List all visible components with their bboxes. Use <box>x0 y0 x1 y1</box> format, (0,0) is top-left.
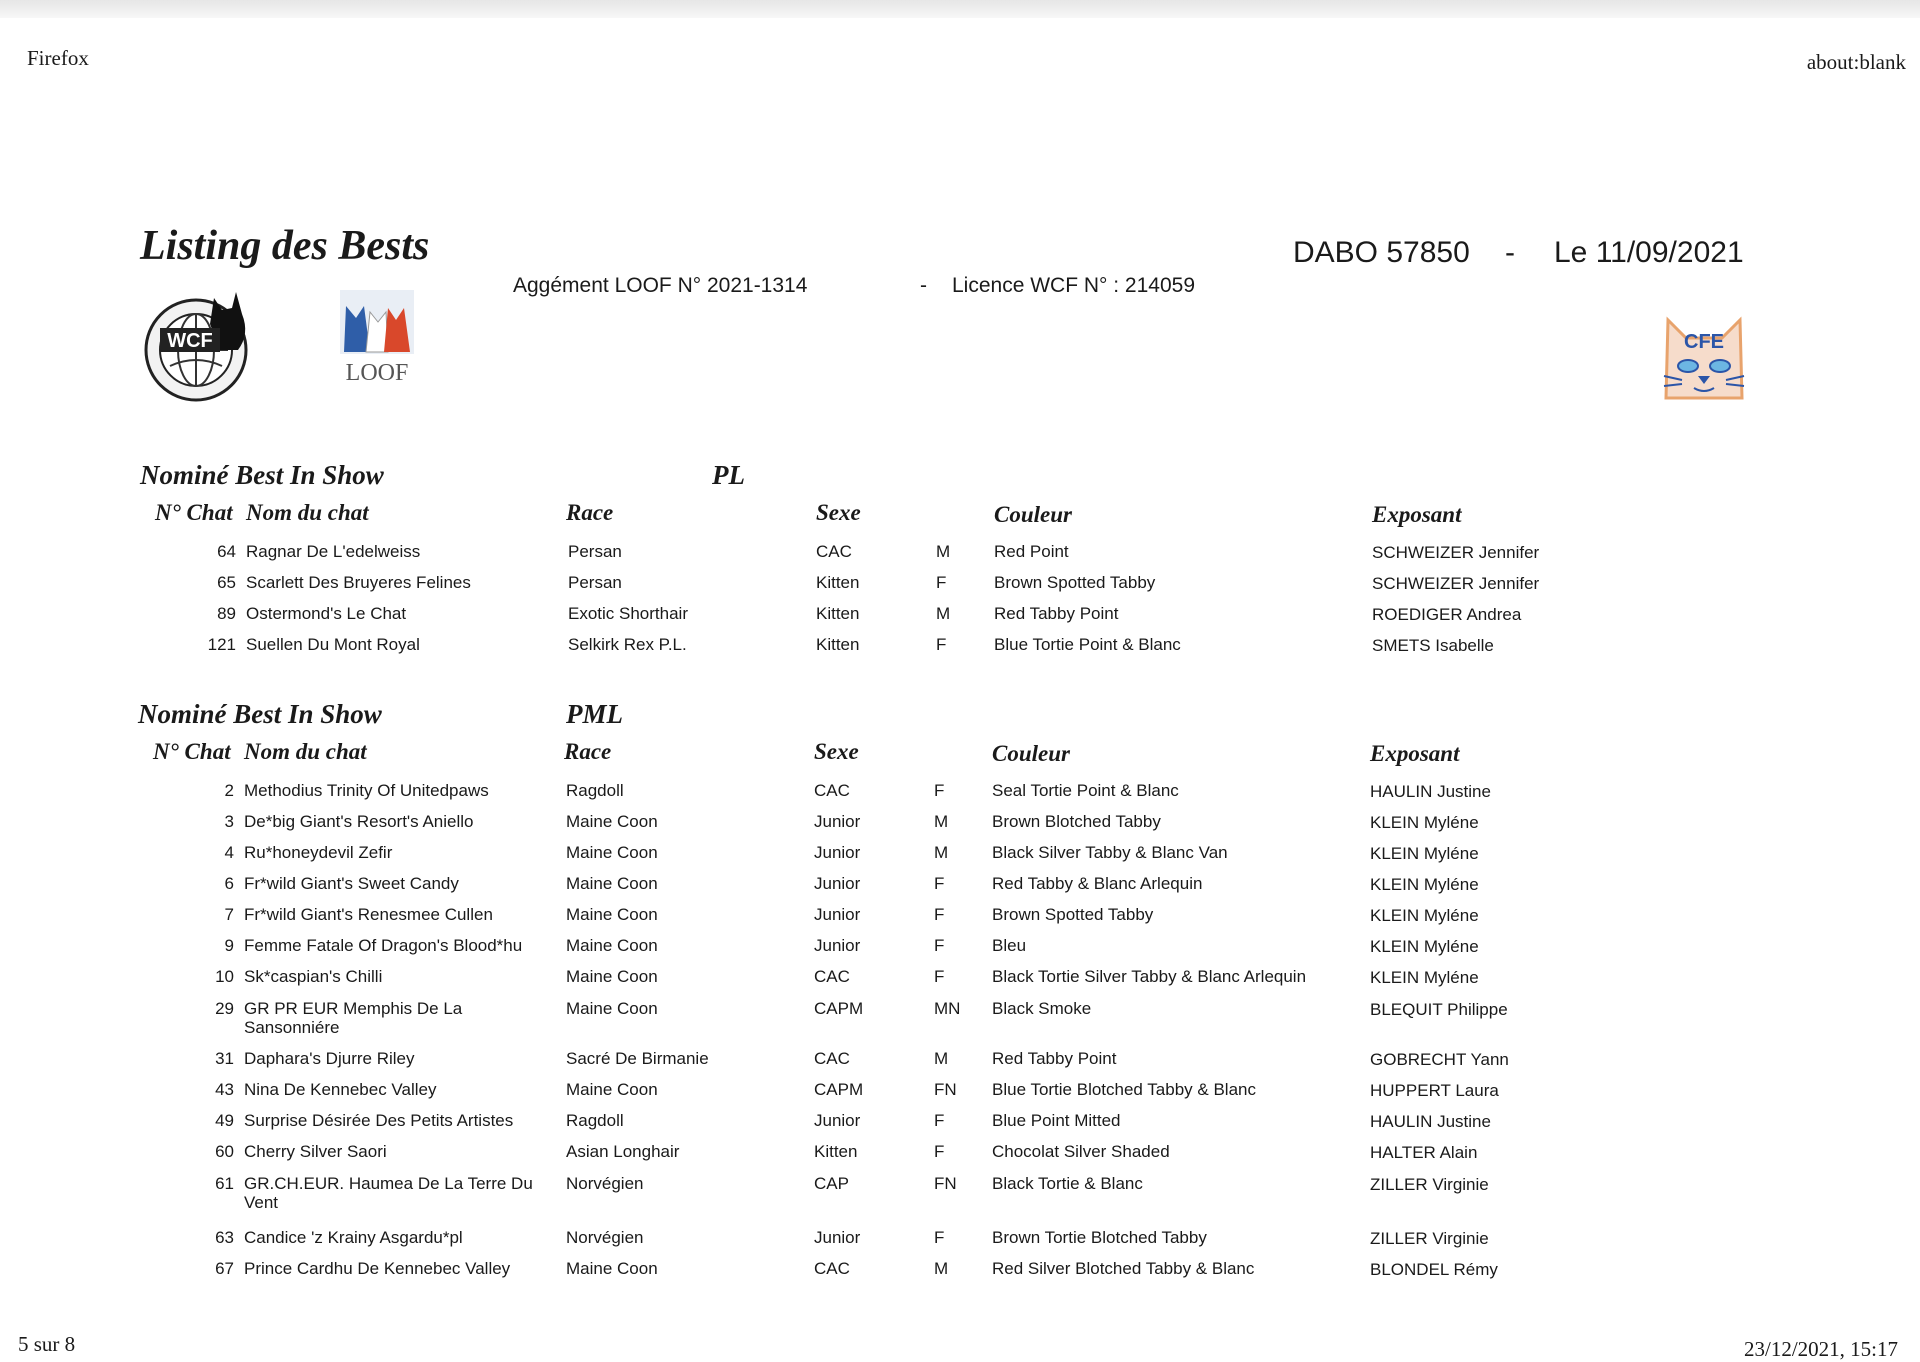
cat-number: 3 <box>224 812 234 831</box>
print-footer-page: 5 sur 8 <box>18 1332 76 1356</box>
cat-name: Ru*honeydevil Zefir <box>244 843 393 862</box>
cat-name: Candice 'z Krainy Asgardu*pl <box>244 1228 463 1247</box>
cat-color: Seal Tortie Point & Blanc <box>992 781 1179 800</box>
cat-name: Femme Fatale Of Dragon's Blood*hu <box>244 936 523 955</box>
cat-number: 64 <box>217 542 236 561</box>
cat-race: Norvégien <box>566 1174 644 1193</box>
cat-color: Brown Spotted Tabby <box>994 573 1156 592</box>
cat-race: Maine Coon <box>566 812 658 831</box>
cat-exhibitor: ZILLER Virginie <box>1370 1175 1489 1194</box>
cat-sex: FN <box>934 1080 957 1099</box>
show-location: DABO 57850 <box>1293 236 1470 269</box>
cat-name: GR.CH.EUR. Haumea De La Terre Du Vent <box>244 1174 533 1212</box>
agrement-text: Aggément LOOF N° 2021-1314 <box>513 274 808 297</box>
cat-exhibitor: HUPPERT Laura <box>1370 1081 1499 1100</box>
cat-color: Brown Spotted Tabby <box>992 905 1154 924</box>
cat-name: Surprise Désirée Des Petits Artistes <box>244 1111 514 1130</box>
cat-number: 2 <box>224 781 234 800</box>
cat-color: Black Tortie Silver Tabby & Blanc Arlequin <box>992 967 1307 986</box>
column-header-name: Nom du chat <box>246 500 369 525</box>
print-header-url: about:blank <box>1806 50 1906 74</box>
document-title: Listing des Bests <box>140 223 430 269</box>
print-footer-timestamp: 23/12/2021, 15:17 <box>1743 1337 1898 1361</box>
cat-name: Suellen Du Mont Royal <box>246 635 420 654</box>
cat-sex: F <box>934 781 945 800</box>
cat-sex: F <box>934 1142 945 1161</box>
cat-exhibitor: ROEDIGER Andrea <box>1372 605 1522 624</box>
cat-number: 63 <box>215 1228 234 1247</box>
cat-sex: M <box>936 542 951 561</box>
header-separator: - <box>920 274 927 297</box>
cat-exhibitor: ZILLER Virginie <box>1370 1229 1489 1248</box>
cat-class: CAC <box>816 542 852 561</box>
cat-color: Blue Point Mitted <box>992 1111 1121 1130</box>
wcf-cat-globe-logo <box>140 284 258 402</box>
cat-sex: F <box>934 967 945 986</box>
cat-class: Junior <box>814 1111 861 1130</box>
cat-race: Maine Coon <box>566 874 658 893</box>
cat-exhibitor: KLEIN Myléne <box>1370 844 1479 863</box>
column-header-race: Race <box>566 500 614 525</box>
cat-race: Exotic Shorthair <box>568 604 688 623</box>
cat-color: Black Tortie & Blanc <box>992 1174 1143 1193</box>
cat-class: Kitten <box>816 573 860 592</box>
cat-class: CAPM <box>814 999 864 1018</box>
cat-color: Red Tabby Point <box>992 1049 1117 1068</box>
cat-color: Brown Blotched Tabby <box>992 812 1161 831</box>
cat-race: Maine Coon <box>566 936 658 955</box>
cat-exhibitor: GOBRECHT Yann <box>1370 1050 1509 1069</box>
cat-name: Scarlett Des Bruyeres Felines <box>246 573 471 592</box>
cat-exhibitor: SCHWEIZER Jennifer <box>1372 574 1540 593</box>
location-date-separator: - <box>1505 236 1515 269</box>
loof-cats-logo <box>336 286 418 396</box>
cat-name: Methodius Trinity Of Unitedpaws <box>244 781 489 800</box>
cat-race: Persan <box>568 573 622 592</box>
cat-class: Kitten <box>816 604 860 623</box>
cat-sex: M <box>934 1049 949 1068</box>
cat-color: Red Tabby & Blanc Arlequin <box>992 874 1203 893</box>
cat-class: Junior <box>814 874 861 893</box>
cat-class: CAC <box>814 967 850 986</box>
column-header-sexe: Sexe <box>816 500 861 525</box>
cat-sex: F <box>936 635 947 654</box>
cat-color: Chocolat Silver Shaded <box>992 1142 1170 1161</box>
cat-sex: F <box>934 1228 945 1247</box>
cat-class: CAC <box>814 1259 850 1278</box>
cat-number: 61 <box>215 1174 234 1193</box>
cat-class: Kitten <box>816 635 860 654</box>
cat-sex: F <box>934 905 945 924</box>
cat-class: CAPM <box>814 1080 864 1099</box>
cat-sex: MN <box>934 999 961 1018</box>
cat-class: Junior <box>814 936 861 955</box>
cat-exhibitor: KLEIN Myléne <box>1370 906 1479 925</box>
cat-color: Blue Tortie Point & Blanc <box>994 635 1181 654</box>
cat-color: Bleu <box>992 936 1027 955</box>
cat-exhibitor: BLONDEL Rémy <box>1370 1260 1498 1279</box>
cat-name: Fr*wild Giant's Sweet Candy <box>244 874 459 893</box>
cat-sex: M <box>934 812 949 831</box>
cat-number: 7 <box>224 905 234 924</box>
cat-sex: F <box>934 1111 945 1130</box>
cat-name: GR PR EUR Memphis De La Sansonniére <box>244 999 463 1037</box>
cat-class: CAC <box>814 1049 850 1068</box>
section-category-code: PML <box>566 699 623 729</box>
cat-exhibitor: KLEIN Myléne <box>1370 968 1479 987</box>
cat-exhibitor: BLEQUIT Philippe <box>1370 1000 1508 1019</box>
cat-exhibitor: KLEIN Myléne <box>1370 813 1479 832</box>
cat-exhibitor: SCHWEIZER Jennifer <box>1372 543 1540 562</box>
cat-number: 31 <box>215 1049 234 1068</box>
cat-name: Nina De Kennebec Valley <box>244 1080 437 1099</box>
section-category-code: PL <box>712 460 745 490</box>
cat-race: Norvégien <box>566 1228 644 1247</box>
cat-number: 9 <box>224 936 234 955</box>
show-date: Le 11/09/2021 <box>1554 236 1744 269</box>
licence-text: Licence WCF N° : 214059 <box>952 274 1196 297</box>
cat-class: Junior <box>814 843 861 862</box>
cat-exhibitor: KLEIN Myléne <box>1370 937 1479 956</box>
column-header-num: N° Chat <box>153 739 231 764</box>
column-header-sexe: Sexe <box>814 739 859 764</box>
cat-sex: F <box>934 874 945 893</box>
cat-sex: F <box>934 936 945 955</box>
cat-sex: M <box>936 604 951 623</box>
svg-text:CFE: CFE <box>1684 331 1724 353</box>
cat-number: 121 <box>207 635 236 654</box>
cat-race: Sacré De Birmanie <box>566 1049 709 1068</box>
cat-sex: F <box>936 573 947 592</box>
cat-color: Red Silver Blotched Tabby & Blanc <box>992 1259 1255 1278</box>
column-header-exposant: Exposant <box>1370 741 1460 766</box>
cat-name: Prince Cardhu De Kennebec Valley <box>244 1259 511 1278</box>
cat-color: Black Smoke <box>992 999 1092 1018</box>
cat-race: Ragdoll <box>566 781 624 800</box>
cat-name: Cherry Silver Saori <box>244 1142 387 1161</box>
cat-number: 43 <box>215 1080 234 1099</box>
cat-race: Maine Coon <box>566 905 658 924</box>
cat-class: Junior <box>814 905 861 924</box>
cat-exhibitor: HAULIN Justine <box>1370 1112 1491 1131</box>
cat-race: Maine Coon <box>566 1080 658 1099</box>
cat-class: Junior <box>814 1228 861 1247</box>
cat-sex: M <box>934 1259 949 1278</box>
cat-class: Kitten <box>814 1142 858 1161</box>
cat-race: Maine Coon <box>566 999 658 1018</box>
column-header-exposant: Exposant <box>1372 502 1462 527</box>
cat-color: Black Silver Tabby & Blanc Van <box>992 843 1228 862</box>
cat-exhibitor: SMETS Isabelle <box>1372 636 1494 655</box>
cat-color: Blue Tortie Blotched Tabby & Blanc <box>992 1080 1256 1099</box>
column-header-race: Race <box>564 739 612 764</box>
column-header-couleur: Couleur <box>992 741 1070 766</box>
cat-number: 6 <box>224 874 234 893</box>
cat-exhibitor: HAULIN Justine <box>1370 782 1491 801</box>
cat-class: CAC <box>814 781 850 800</box>
column-header-num: N° Chat <box>155 500 233 525</box>
cat-exhibitor: KLEIN Myléne <box>1370 875 1479 894</box>
print-header-app: Firefox <box>27 46 89 70</box>
cat-race: Asian Longhair <box>566 1142 680 1161</box>
cat-color: Red Tabby Point <box>994 604 1119 623</box>
cfe-cat-face-logo <box>1658 314 1750 406</box>
cat-race: Ragdoll <box>566 1111 624 1130</box>
page-top-edge <box>0 0 1920 18</box>
cat-number: 49 <box>215 1111 234 1130</box>
svg-text:WCF: WCF <box>167 330 213 352</box>
column-header-name: Nom du chat <box>244 739 367 764</box>
cat-class: CAP <box>814 1174 849 1193</box>
cat-color: Red Point <box>994 542 1069 561</box>
cat-race: Persan <box>568 542 622 561</box>
cat-race: Maine Coon <box>566 843 658 862</box>
cat-name: Sk*caspian's Chilli <box>244 967 383 986</box>
cat-name: Daphara's Djurre Riley <box>244 1049 415 1068</box>
cat-sex: FN <box>934 1174 957 1193</box>
cat-exhibitor: HALTER Alain <box>1370 1143 1478 1162</box>
cat-number: 4 <box>224 843 234 862</box>
cat-name: Ragnar De L'edelweiss <box>246 542 421 561</box>
cat-number: 65 <box>217 573 236 592</box>
section-title: Nominé Best In Show <box>138 699 382 729</box>
cat-name: Ostermond's Le Chat <box>246 604 407 623</box>
cat-number: 67 <box>215 1259 234 1278</box>
svg-text:LOOF: LOOF <box>345 360 409 386</box>
cat-race: Selkirk Rex P.L. <box>568 635 687 654</box>
cat-color: Brown Tortie Blotched Tabby <box>992 1228 1207 1247</box>
cat-number: 60 <box>215 1142 234 1161</box>
column-header-couleur: Couleur <box>994 502 1072 527</box>
cat-name: De*big Giant's Resort's Aniello <box>244 812 474 831</box>
cat-race: Maine Coon <box>566 1259 658 1278</box>
cat-name: Fr*wild Giant's Renesmee Cullen <box>244 905 493 924</box>
cat-race: Maine Coon <box>566 967 658 986</box>
cat-number: 29 <box>215 999 234 1018</box>
cat-number: 10 <box>215 967 234 986</box>
cat-number: 89 <box>217 604 236 623</box>
cat-sex: M <box>934 843 949 862</box>
section-title: Nominé Best In Show <box>140 460 384 490</box>
cat-class: Junior <box>814 812 861 831</box>
